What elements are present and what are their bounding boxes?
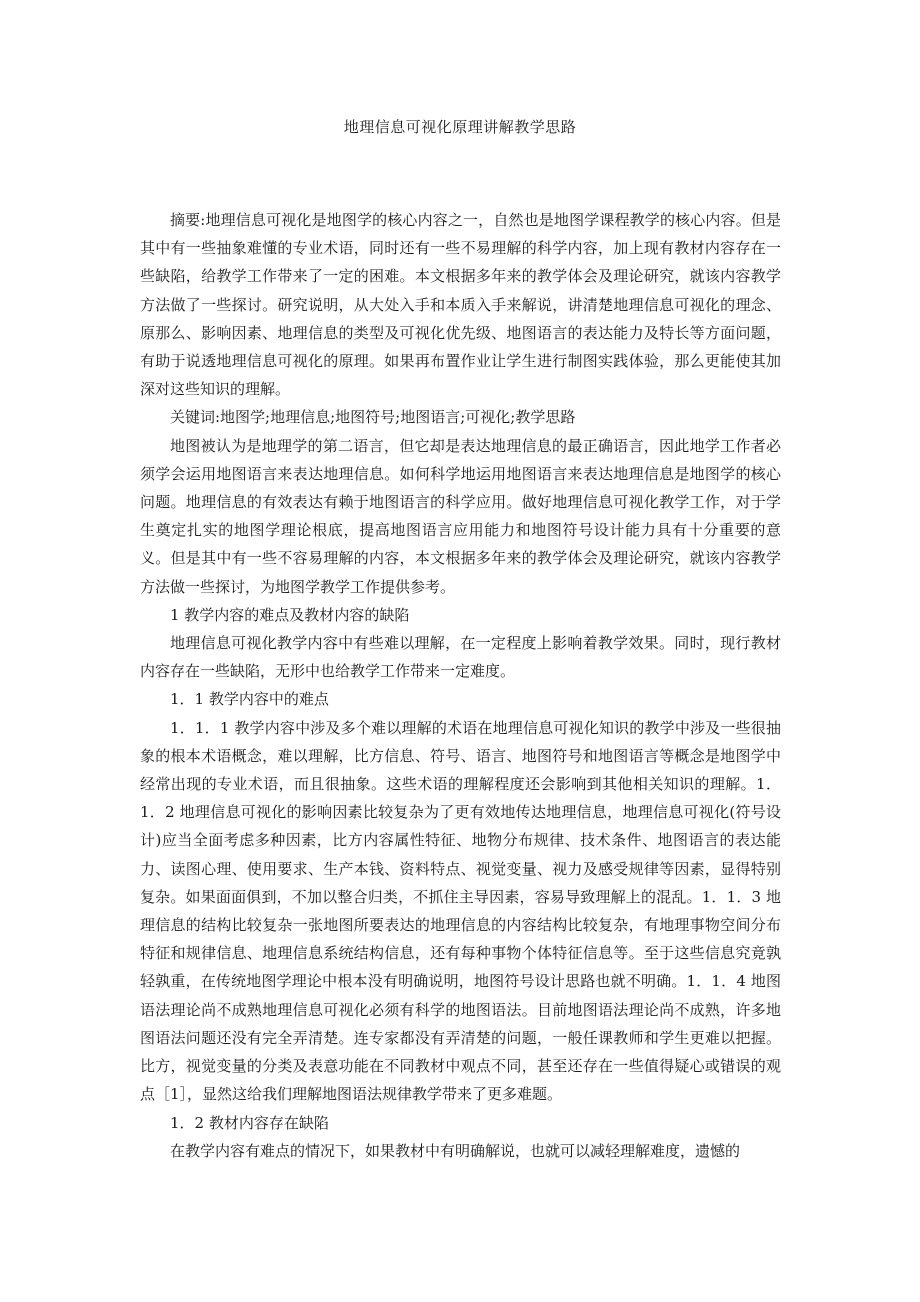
- keywords-paragraph: 关键词:地图学;地理信息;地图符号;地图语言;可视化;教学思路: [170, 408, 576, 427]
- section-heading-1: 1 教学内容的难点及教材内容的缺陷: [170, 605, 410, 624]
- subsection-1-1-paragraph: 1．1．1 教学内容中涉及多个难以理解的术语在地理信息可视化知识的教学中涉及一些很抽象的根本术语概念，难以理解，比方信息、符号、语言、地图符号和地图语言等概念是地图学中经常出现的专业术语，而且很抽象。这些术语的理解程度还会影响到其他相关知识的理解。1．1．2 地理信息可视化的影响因素比较复杂为了更有效地传达地理信息，地理信息可视化(符号设计)应当全面考虑多种因素，比方内容属性特征、地物分布规律、技术条件、地图语言的表达能力、读图心理、使用要求、生产本钱、资料特点、视觉变量、视力及感受规律等因素，显得特别复杂。如果面面俱到，不加以整合归类，不抓住主导因素，容易导致理解上的混乱。1．1．3 地理信息的结构比较复杂一张地图所要表达的地理信息的内容结构比较复杂，有地理事物空间分布特征和规律信息、地理信息系统结构信息，还有每种事物个体特征信息等。至于这些信息究竟孰轻孰重，在传统地图学理论中根本没有明确说明，地图符号设计思路也就不明确。1．1．4 地图语法理论尚不成熟地理信息可视化必须有科学的地图语法。目前地图语法理论尚不成熟，许多地图语法问题还没有完全弄清楚。连专家都没有弄清楚的问题，一般任课教师和学生更难以把握。比方，视觉变量的分类及表意功能在不同教材中观点不同，甚至还存在一些值得疑心或错误的观点［1］，显然这给我们理解地图语法规律教学带来了更多难题。: [140, 718, 781, 1104]
- subsection-heading-1-2: 1．2 教材内容存在缺陷: [170, 1113, 329, 1132]
- subsection-1-2-paragraph: 在教学内容有难点的情况下，如果教材中有明确解说，也就可以减轻理解难度，遗憾的: [170, 1141, 741, 1160]
- document-body: [140, 206, 781, 1165]
- section-1-paragraph: 地理信息可视化教学内容中有些难以理解，在一定程度上影响着教学效果。同时，现行教材内容存在一些缺陷，无形中也给教学工作带来一定难度。: [140, 634, 781, 681]
- intro-paragraph: 地图被认为是地理学的第二语言，但它却是表达地理信息的最正确语言，因此地学工作者必须学会运用地图语言来表达地理信息。如何科学地运用地图语言来表达地理信息是地图学的核心问题。地理信息的有效表达有赖于地图语言的科学应用。做好地理信息可视化教学工作，对于学生奠定扎实的地图学理论根底，提高地图语言应用能力和地图符号设计能力具有十分重要的意义。但是其中有一些不容易理解的内容，本文根据多年来的教学体会及理论研究，就该内容教学方法做一些探讨，为地图学教学工作提供参考。: [140, 436, 781, 596]
- subsection-heading-1-1: 1．1 教学内容中的难点: [170, 690, 329, 709]
- page-title: 地理信息可视化原理讲解教学思路: [343, 118, 577, 136]
- abstract-paragraph: 摘要:地理信息可视化是地图学的核心内容之一，自然也是地图学课程教学的核心内容。但是其中有一些抽象难懂的专业术语，同时还有一些不易理解的科学内容，加上现有教材内容存在一些缺陷，给教学工作带来了一定的困难。本文根据多年来的教学体会及理论研究，就该内容教学方法做了一些探讨。研究说明，从大处入手和本质入手来解说，讲清楚地理信息可视化的理念、原那么、影响因素、地理信息的类型及可视化优先级、地图语言的表达能力及特长等方面问题，有助于说透地理信息可视化的原理。如果再布置作业让学生进行制图实践体验，那么更能使其加深对这些知识的理解。: [140, 211, 781, 399]
